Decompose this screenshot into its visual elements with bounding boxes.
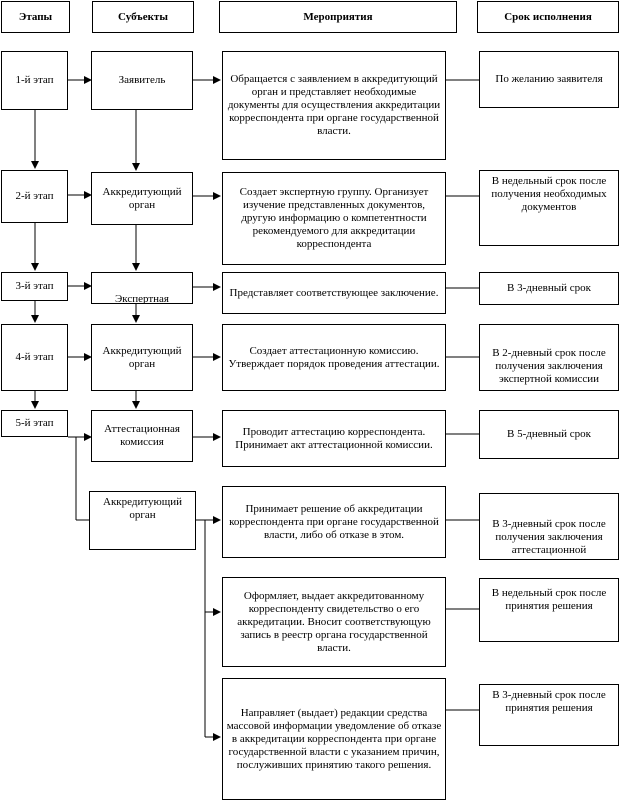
deadline-6: В 3-дневный срок после получения заключения аттестационной xyxy=(479,493,619,560)
subject-accrediting-body-3: Аккредитующий орган xyxy=(89,491,196,550)
deadline-2: В недельный срок после получения необходимых документов xyxy=(479,170,619,246)
deadline-5: В 5-дневный срок xyxy=(479,410,619,459)
subject-accrediting-body-1: Аккредитующий орган xyxy=(91,172,193,225)
header-subjects: Субъекты xyxy=(92,1,194,33)
deadline-1: По желанию заявителя xyxy=(479,51,619,108)
activity-6: Принимает решение об аккредитации корреспондента при органе государственной власти, либо об отказе в этом. xyxy=(222,486,446,558)
stage-4: 4-й этап xyxy=(1,324,68,391)
activity-5: Проводит аттестацию корреспондента. Принимает акт аттестационной комиссии. xyxy=(222,410,446,467)
deadline-4: В 2-дневный срок после получения заключения экспертной комиссии xyxy=(479,324,619,391)
header-stages: Этапы xyxy=(1,1,70,33)
header-deadline: Срок исполнения xyxy=(477,1,619,33)
deadline-7: В недельный срок после принятия решения xyxy=(479,578,619,642)
stage-3: 3-й этап xyxy=(1,272,68,301)
stage-1: 1-й этап xyxy=(1,51,68,110)
activity-1: Обращается с заявлением в аккредитующий орган и представляет необходимые документы для осуществления аккредитации корреспондента при органе государственной власти. xyxy=(222,51,446,160)
deadline-3: В 3-дневный срок xyxy=(479,272,619,305)
stage-5: 5-й этап xyxy=(1,410,68,437)
activity-7: Оформляет, выдает аккредитованному корреспонденту свидетельство о его аккредитации. Вносит соответствующую запись в реестр органа государственной власти. xyxy=(222,577,446,667)
activity-8: Направляет (выдает) редакции средства массовой информации уведомление об отказе в аккредитации корреспондента при органе государственной власти с указанием причин, послуживших принятию такого решения. xyxy=(222,678,446,800)
subject-expert-group: Экспертная xyxy=(91,272,193,304)
subject-attestation-commission: Аттестационная комиссия xyxy=(91,410,193,462)
activity-2: Создает экспертную группу. Организует изучение представленных документов, другую информацию о компетентности рекомендуемого для аккредитации корреспондента xyxy=(222,172,446,265)
activity-4: Создает аттестационную комиссию. Утверждает порядок проведения аттестации. xyxy=(222,324,446,391)
subject-applicant: Заявитель xyxy=(91,51,193,110)
subject-accrediting-body-2: Аккредитующий орган xyxy=(91,324,193,391)
deadline-8: В 3-дневный срок после принятия решения xyxy=(479,684,619,746)
header-activities: Мероприятия xyxy=(219,1,457,33)
activity-3: Представляет соответствующее заключение. xyxy=(222,272,446,314)
stage-2: 2-й этап xyxy=(1,170,68,223)
